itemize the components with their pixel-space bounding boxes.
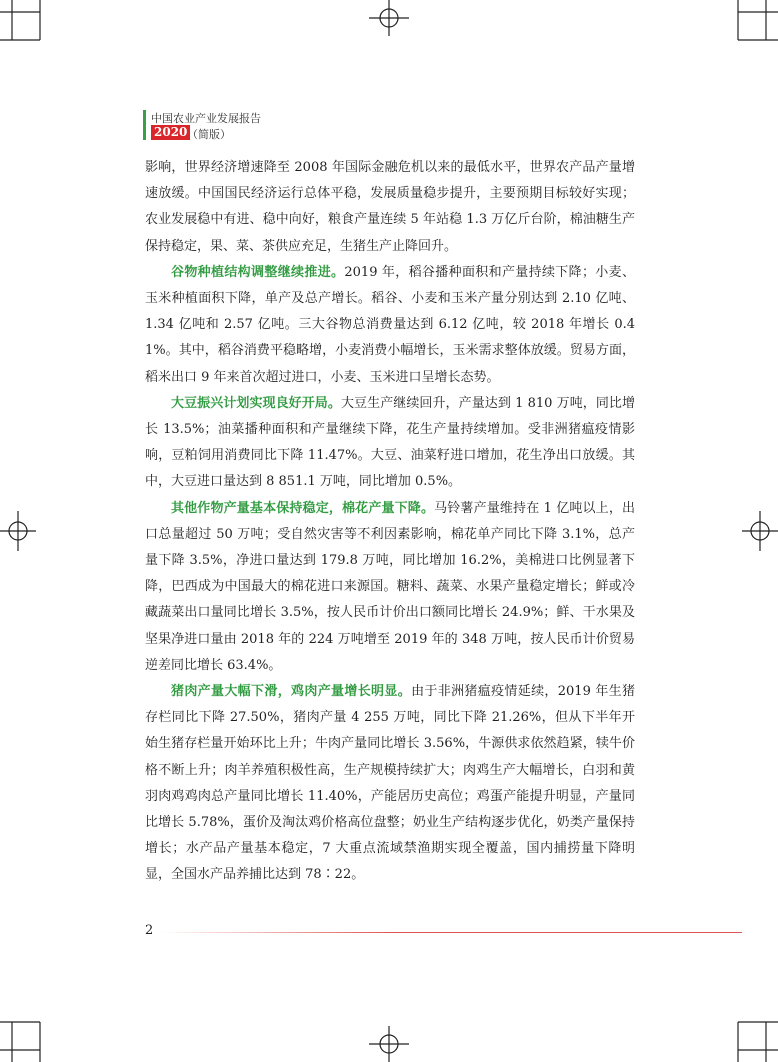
header-title: 中国农业产业发展报告 xyxy=(151,112,261,125)
paragraph-text: 大豆生产继续回升，产量达到 1 810 万吨，同比增长 13.5%；油菜播种面积和产量继续下降，花生产量持续增加。受非洲猪瘟疫情影响，豆粕饲用消费同比下降 11.47%。大豆、油菜籽进口增加，花生净出口放缓。其中，大豆进口量达到 8 851.1 万吨，同比增加 0.5%。 xyxy=(145,395,635,490)
paragraph-lead: 大豆振兴计划实现良好开局。 xyxy=(171,395,341,411)
paragraph-lead: 谷物种植结构调整继续推进。 xyxy=(171,264,345,280)
paragraph-lead: 其他作物产量基本保持稳定，棉花产量下降。 xyxy=(171,500,435,516)
page-number: 2 xyxy=(145,923,154,938)
paragraph-text: 马铃薯产量维持在 1 亿吨以上，出口总量超过 50 万吨；受自然灾害等不利因素影响，棉花单产同比下降 3.1%，总产量下降 3.5%，净进口量达到 179.8 万吨，同比增加 16.2%，美棉进口比例显著下降，巴西成为中国最大的棉花进口来源国。糖料、蔬菜、水果产量稳定增长；鲜或冷藏蔬菜出口量同比增长 3.5%，按人民币计价出口额同比增长 24.9%；鲜、干水果及坚果净进口量由 2018 年的 224 万吨增至 2019 年的 348 万吨，按人民币计价贸易逆差同比增长 63.4%。 xyxy=(145,500,635,673)
paragraph xyxy=(145,260,635,391)
body-text xyxy=(145,155,635,889)
paragraph-text: 2019 年，稻谷播种面积和产量持续下降；小麦、玉米种植面积下降，单产及总产增长。稻谷、小麦和玉米产量分别达到 2.10 亿吨、1.34 亿吨和 2.57 亿吨。三大谷物总消费量达到 6.12 亿吨，较 2018 年增长 0.41%。其中，稻谷消费平稳略增，小麦消费小幅增长，玉米需求整体放缓。贸易方面，稻米出口 9 年来首次超过进口，小麦、玉米进口呈增长态势。 xyxy=(145,264,635,385)
footer-rule xyxy=(160,932,742,933)
header-year-badge: 2020 xyxy=(151,125,190,140)
paragraph-lead: 猪肉产量大幅下滑，鸡肉产量增长明显。 xyxy=(171,684,412,700)
paragraph xyxy=(145,496,635,679)
header-edition: （简版） xyxy=(187,128,231,141)
header-accent-bar xyxy=(143,110,146,140)
paragraph xyxy=(145,155,635,260)
paragraph xyxy=(145,679,635,889)
paragraph-text: 由于非洲猪瘟疫情延续，2019 年生猪存栏同比下降 27.50%，猪肉产量 4 255 万吨，同比下降 21.26%，但从下半年开始生猪存栏量开始环比上升；牛肉产量同比增长 3.56%，牛源供求依然趋紧，犊牛价格不断上升；肉羊养殖积极性高，生产规模持续扩大；肉鸡生产大幅增长，白羽和黄羽肉鸡鸡肉总产量同比增长 11.40%，产能居历史高位；鸡蛋产能提升明显，产量同比增长 5.78%，蛋价及淘汰鸡价格高位盘整；奶业生产结构逐步优化，奶类产量保持增长；水产品产量基本稳定，7 大重点流域禁渔期实现全覆盖，国内捕捞量下降明显，全国水产品养捕比达到 78∶22。 xyxy=(145,684,635,883)
paragraph xyxy=(145,391,635,496)
paragraph-text: 影响，世界经济增速降至 2008 年国际金融危机以来的最低水平，世界农产品产量增速放缓。中国国民经济运行总体平稳，发展质量稳步提升，主要预期目标较好实现；农业发展稳中有进、稳中向好，粮食产量连续 5 年站稳 1.3 万亿斤台阶，棉油糖生产保持稳定，果、菜、茶供应充足，生猪生产止降回升。 xyxy=(145,160,635,254)
